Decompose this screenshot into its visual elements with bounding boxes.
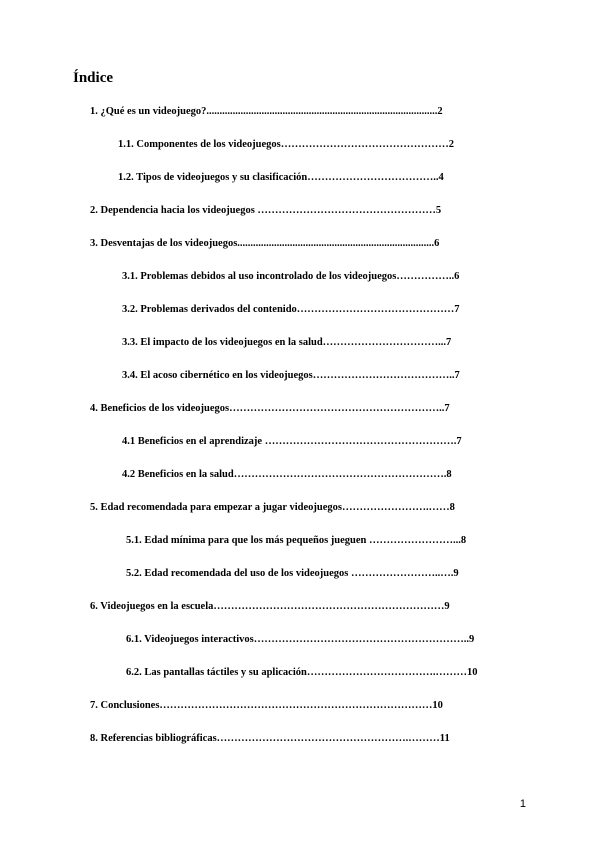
toc-entry-8: 8. Referencias bibliográficas……………………………………………….………11 xyxy=(90,733,450,744)
toc-entry-3-2: 3.2. Problemas derivados del contenido………………………………………7 xyxy=(122,304,460,315)
index-heading: Índice xyxy=(73,70,114,86)
toc-entry-1: 1. ¿Qué es un videojuego?........................................................................................2 xyxy=(90,106,443,117)
toc-entry-5-1: 5.1. Edad mínima para que los más pequeños jueguen ……………………...8 xyxy=(126,535,467,546)
toc-entry-6-2: 6.2. Las pantallas táctiles y su aplicación……………………………….………10 xyxy=(126,667,478,678)
toc-entry-7: 7. Conclusiones……………………………………………………………………10 xyxy=(90,700,443,711)
toc-entry-4: 4. Beneficios de los videojuegos……………………………………………………..7 xyxy=(90,403,450,414)
toc-entry-3: 3. Desventajas de los videojuegos...........................................................................6 xyxy=(90,238,440,249)
toc-entry-1-2: 1.2. Tipos de videojuegos y su clasificación………………………………..4 xyxy=(118,172,444,183)
toc-entry-6: 6. Videojuegos en la escuela…………………………………………………………9 xyxy=(90,601,450,612)
toc-entry-1-1: 1.1. Componentes de los videojuegos…………………………………………2 xyxy=(118,139,455,150)
page-number: 1 xyxy=(519,798,526,810)
toc-entry-5-2: 5.2. Edad recomendada del uso de los videojuegos ……………………..….9 xyxy=(126,568,459,579)
toc-entry-3-4: 3.4. El acoso cibernético en los videojuegos…………………………………..7 xyxy=(122,370,460,381)
toc-entry-4-2: 4.2 Beneficios en la salud…………………………………………………….8 xyxy=(122,469,452,480)
toc-entry-2: 2. Dependencia hacia los videojuegos ……………………………………………5 xyxy=(90,205,442,216)
toc-entry-6-1: 6.1. Videojuegos interactivos……………………………………………………..9 xyxy=(126,634,475,645)
toc-entry-5: 5. Edad recomendada para empezar a jugar videojuegos…………………….……8 xyxy=(90,502,455,513)
toc-entry-4-1: 4.1 Beneficios en el aprendizaje ……………………………………………….7 xyxy=(122,436,462,447)
toc-entry-3-3: 3.3. El impacto de los videojuegos en la salud……………………………...7 xyxy=(122,337,452,348)
toc-entry-3-1: 3.1. Problemas debidos al uso incontrolado de los videojuegos……………..6 xyxy=(122,271,460,282)
